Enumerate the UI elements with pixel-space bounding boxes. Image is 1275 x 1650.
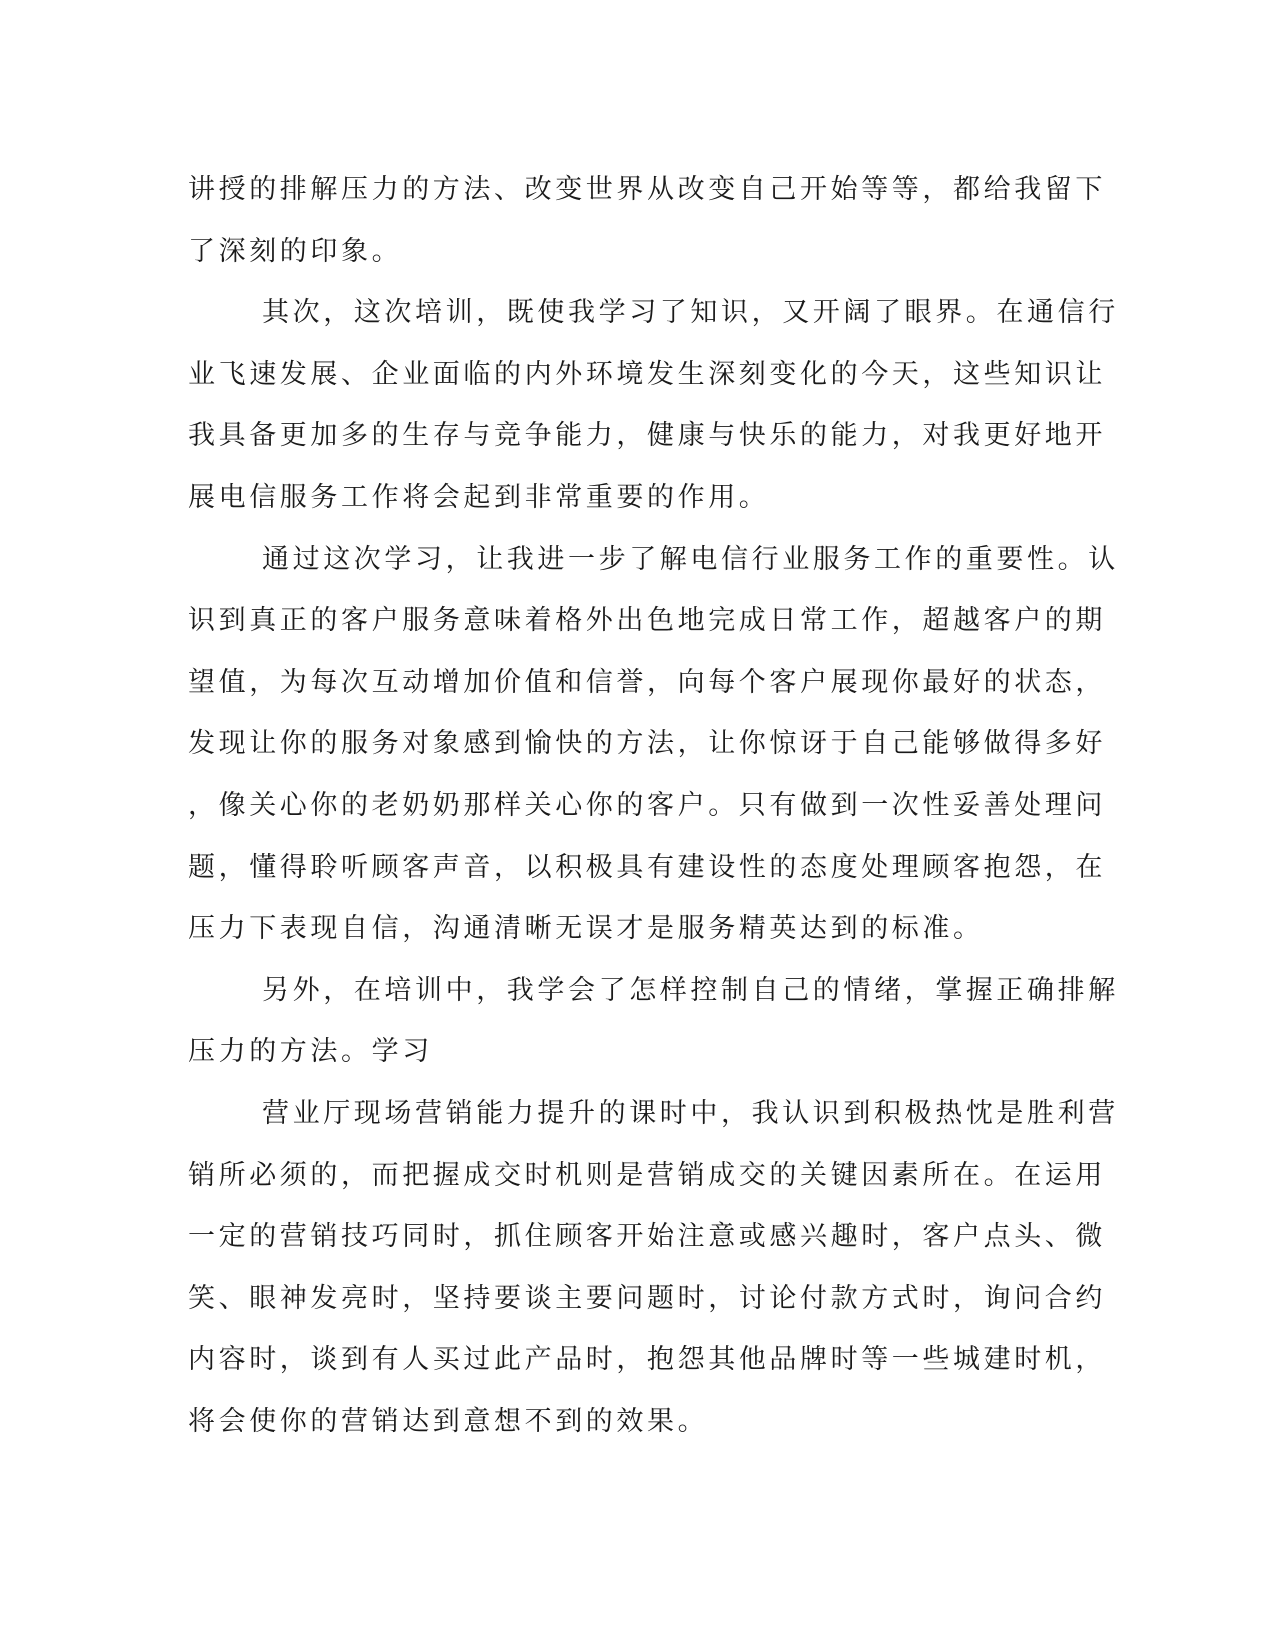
text-line: 发现让你的服务对象感到愉快的方法，让你惊讶于自己能够做得多好	[188, 728, 1106, 760]
paragraph	[188, 282, 1119, 528]
text-line: ，像关心你的老奶奶那样关心你的客户。只有做到一次性妥善处理问	[188, 789, 1106, 821]
paragraph	[188, 529, 1119, 960]
text-line: 我具备更加多的生存与竞争能力，健康与快乐的能力，对我更好地开	[188, 420, 1106, 452]
text-line: 另外，在培训中，我学会了怎样控制自己的情绪，掌握正确排解	[262, 974, 1119, 1006]
text-line: 营业厅现场营销能力提升的课时中，我认识到积极热忱是胜利营	[262, 1097, 1119, 1129]
text-line: 业飞速发展、企业面临的内外环境发生深刻变化的今天，这些知识让	[188, 358, 1106, 390]
paragraph	[188, 1083, 1119, 1453]
text-line: 了深刻的印象。	[188, 235, 403, 267]
text-line: 压力下表现自信，沟通清晰无误才是服务精英达到的标准。	[188, 913, 984, 945]
text-line: 展电信服务工作将会起到非常重要的作用。	[188, 481, 770, 513]
paragraph	[188, 159, 1106, 282]
text-line: 将会使你的营销达到意想不到的效果。	[188, 1405, 709, 1437]
text-line: 通过这次学习，让我进一步了解电信行业服务工作的重要性。认	[262, 543, 1119, 575]
text-line: 销所必须的，而把握成交时机则是营销成交的关键因素所在。在运用	[188, 1159, 1106, 1191]
paragraph	[188, 960, 1119, 1083]
text-line: 内容时，谈到有人买过此产品时，抱怨其他品牌时等一些城建时机，	[188, 1344, 1106, 1376]
text-line: 压力的方法。学习	[188, 1036, 433, 1068]
text-line: 识到真正的客户服务意味着格外出色地完成日常工作，超越客户的期	[188, 605, 1106, 637]
text-line: 笑、眼神发亮时，坚持要谈主要问题时，讨论付款方式时，询问合约	[188, 1282, 1106, 1314]
text-line: 一定的营销技巧同时，抓住顾客开始注意或感兴趣时，客户点头、微	[188, 1221, 1106, 1253]
text-line: 望值，为每次互动增加价值和信誉，向每个客户展现你最好的状态，	[188, 666, 1106, 698]
text-line: 其次，这次培训，既使我学习了知识，又开阔了眼界。在通信行	[262, 297, 1119, 329]
text-line: 题，懂得聆听顾客声音，以积极具有建设性的态度处理顾客抱怨，在	[188, 851, 1106, 883]
document-body	[188, 159, 1119, 1452]
text-line: 讲授的排解压力的方法、改变世界从改变自己开始等等，都给我留下	[188, 174, 1106, 205]
